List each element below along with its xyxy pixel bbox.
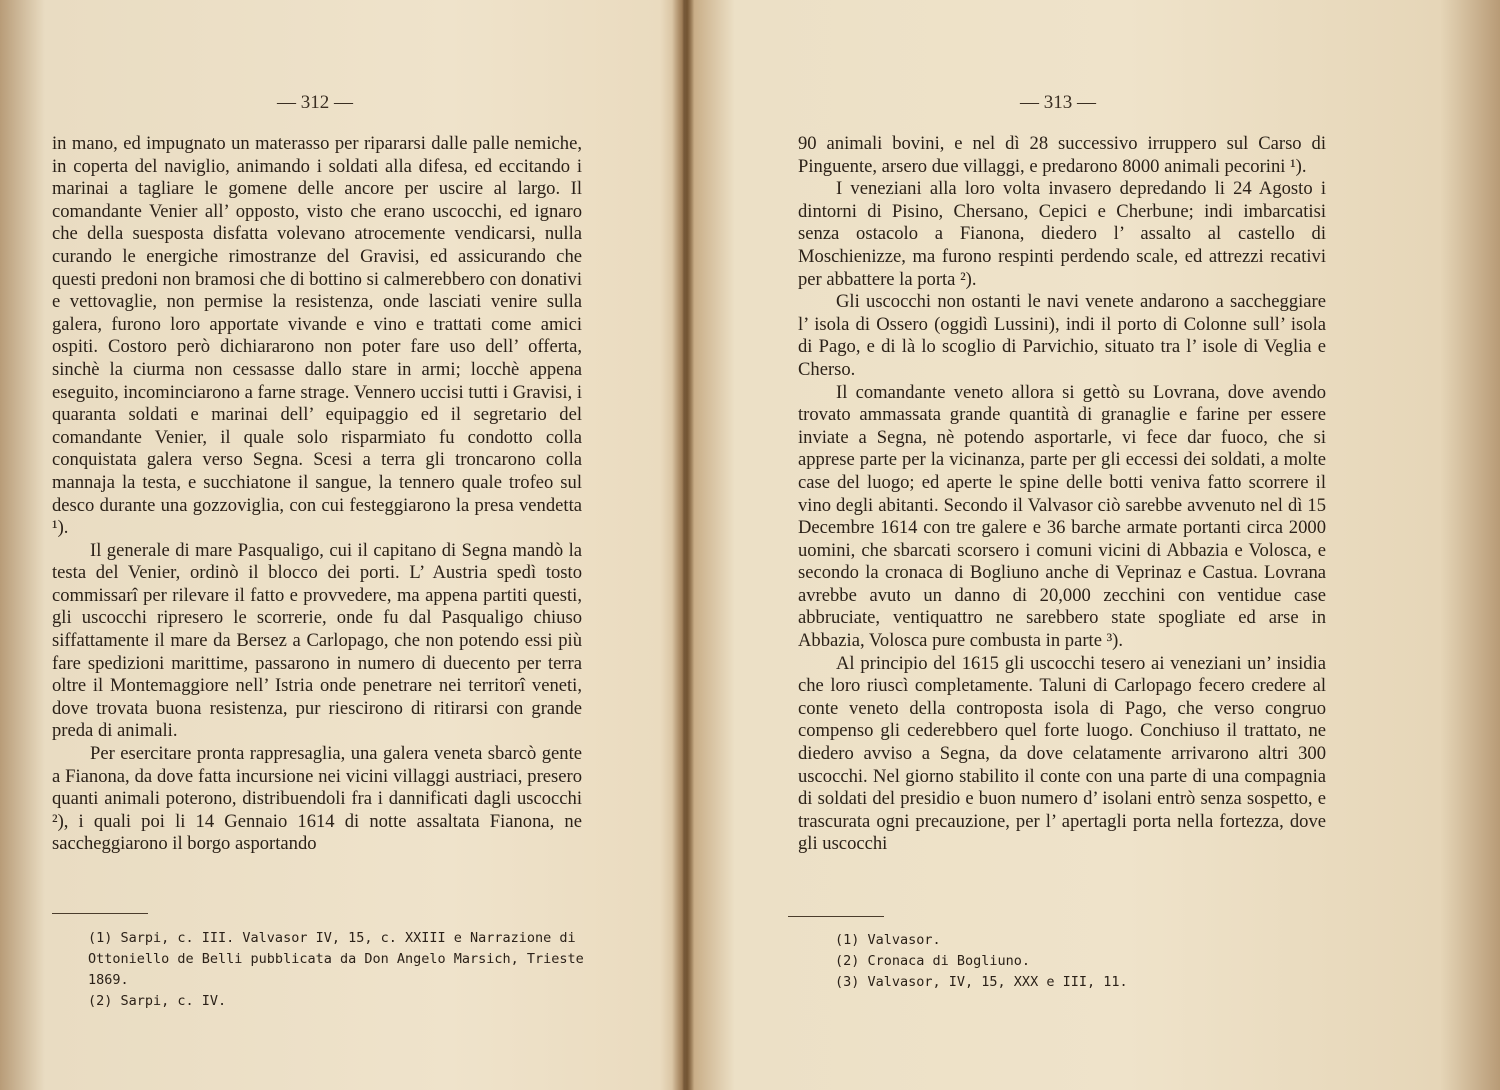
footnote: (1) Sarpi, c. III. Valvasor IV, 15, c. XXIII e Narrazione di Ottoniello de Belli pubblicata da Don Angelo Marsich, Trieste 1869.	[88, 930, 584, 988]
paragraph: 90 animali bovini, e nel dì 28 successivo irruppero sul Carso di Pinguente, arsero due villaggi, e predarono 8000 animali pecorini ¹).	[798, 133, 1326, 177]
paragraph: Al principio del 1615 gli uscocchi tesero ai veneziani un’ insidia che loro riuscì completamente. Taluni di Carlopago fecero credere al conte veneto della controposta isola di Pago, che verso congruo compenso gli cederebbero quel forte luogo. Conchiuso il trattato, ne diedero avviso a Segna, da dove celatamente arrivarono altri 300 uscocchi. Nel giorno stabilito il conte con una parte di una compagnia di soldati del presidio e buon numero d’ isolani entrò senza sospetto, e trascurata ogni precauzione, per l’ apertagli porta nella fortezza, dove gli uscocchi	[798, 652, 1326, 855]
footnote-rule	[788, 916, 884, 917]
page-number: — 313 —	[1020, 92, 1096, 113]
left-page	[0, 0, 680, 1090]
footnote: (2) Sarpi, c. IV.	[88, 993, 227, 1009]
footnotes	[835, 930, 1235, 993]
paragraph: Per esercitare pronta rappresaglia, una galera veneta sbarcò gente a Fianona, da dove fatta incursione nei vicini villaggi austriaci, presero quanti animali poterono, distribuendoli fra i dannificati dagli uscocchi ²), i quali poi li 14 Gennaio 1614 di notte assaltata Fianona, ne saccheggiarono il borgo asportando	[52, 743, 582, 855]
page-body	[52, 133, 582, 856]
footnote: (2) Cronaca di Bogliuno.	[835, 953, 1031, 969]
page-body	[798, 133, 1326, 856]
paragraph: Gli uscocchi non ostanti le navi venete andarono a saccheggiare l’ isola di Ossero (oggidì Lussini), indi il porto di Colonne sull’ isola di Pago, e di là lo scoglio di Parvichio, situato tra l’ isole di Veglia e Cherso.	[798, 291, 1326, 380]
footnote: (3) Valvasor, IV, 15, XXX e III, 11.	[835, 974, 1128, 990]
footnotes	[52, 928, 592, 1012]
paragraph: Il generale di mare Pasqualigo, cui il capitano di Segna mandò la testa del Venier, ordinò il blocco dei porti. L’ Austria spedì tosto commissarî per rilevare il fatto e provvedere, ma appena partiti questi, gli uscocchi ripresero le scorrerie, onde fu dal Pasqualigo chiuso siffattamente il mare da Bersez a Carlopago, che non potendo essi più fare spedizioni marittime, passarono in numero di duecento per terra oltre il Montemaggiore nell’ Istria onde penetrare nei territorî veneti, dove trovata buona resistenza, pur riescirono di ritirarsi con grande preda di animali.	[52, 539, 582, 742]
paragraph: in mano, ed impugnato un materasso per ripararsi dalle palle nemiche, in coperta del naviglio, animando i soldati alla difesa, ed eccitando i marinai a tagliare le gomene delle ancore per uscire al largo. Il comandante Venier all’ opposto, visto che erano uscocchi, ed ignaro che della suesposta disfatta volevano atrocemente vendicarsi, nulla curando le energiche rimostranze del Gravisi, ed assicurando che questi predoni non bramosi che di bottino si calmerebbero con donativi e vettovaglie, non permise la resistenza, onde lasciati venire sulla galera, furono loro apportate vivande e vino e trattati come amici ospiti. Costoro però dichiararono non poter fare uso dell’ offerta, sinchè la ciurma non cessasse dallo stare in armi; locchè appena eseguito, incominciarono a farne strage. Vennero uccisi tutti i Gravisi, i quaranta soldati e marinai dell’ equipaggio ed il segretario del comandante Venier, il quale solo risparmiato fu condotto colla conquistata galera verso Segna. Scesi a terra gli troncarono colla mannaja la testa, e succhiatone il sangue, la tennero quale trofeo sul desco durante una gozzoviglia, con cui festeggiarono la presa vendetta ¹).	[52, 133, 582, 539]
footnote: (1) Valvasor.	[835, 932, 941, 948]
paragraph: I veneziani alla loro volta invasero depredando li 24 Agosto i dintorni di Pisino, Chersano, Cepici e Cherbune; indi imbarcatisi senza ostacolo a Fianona, diedero l’ assalto al castello di Moschienizze, ma furono respinti perdendo scale, ed attrezzi recativi per abbattere la porta ²).	[798, 178, 1326, 290]
footnote-rule	[52, 913, 148, 914]
right-page	[690, 0, 1500, 1090]
paragraph: Il comandante veneto allora si gettò su Lovrana, dove avendo trovato ammassata grande quantità di granaglie e farine per essere inviate a Segna, nè potendo asportarle, vi fece dar fuoco, che si apprese parte per la vicinanza, parte per gli eccessi dei soldati, a molte case del luogo; ed aperte le spine delle botti veniva fatto scorrere il vino degli abitanti. Secondo il Valvasor ciò sarebbe avvenuto nel dì 15 Decembre 1614 con tre galere e 36 barche armate portanti circa 2000 uomini, che sbarcati scorsero i comuni vicini di Abbazia e Volosca, e secondo la cronaca di Bogliuno anche di Veprinaz e Castua. Lovrana avrebbe avuto un danno di 20,000 zecchini con ventidue case abbruciate, ventiquattro ne sarebbero state spogliate ed arse in Abbazia, Volosca pure combusta in parte ³).	[798, 381, 1326, 652]
page-number: — 312 —	[277, 92, 353, 113]
